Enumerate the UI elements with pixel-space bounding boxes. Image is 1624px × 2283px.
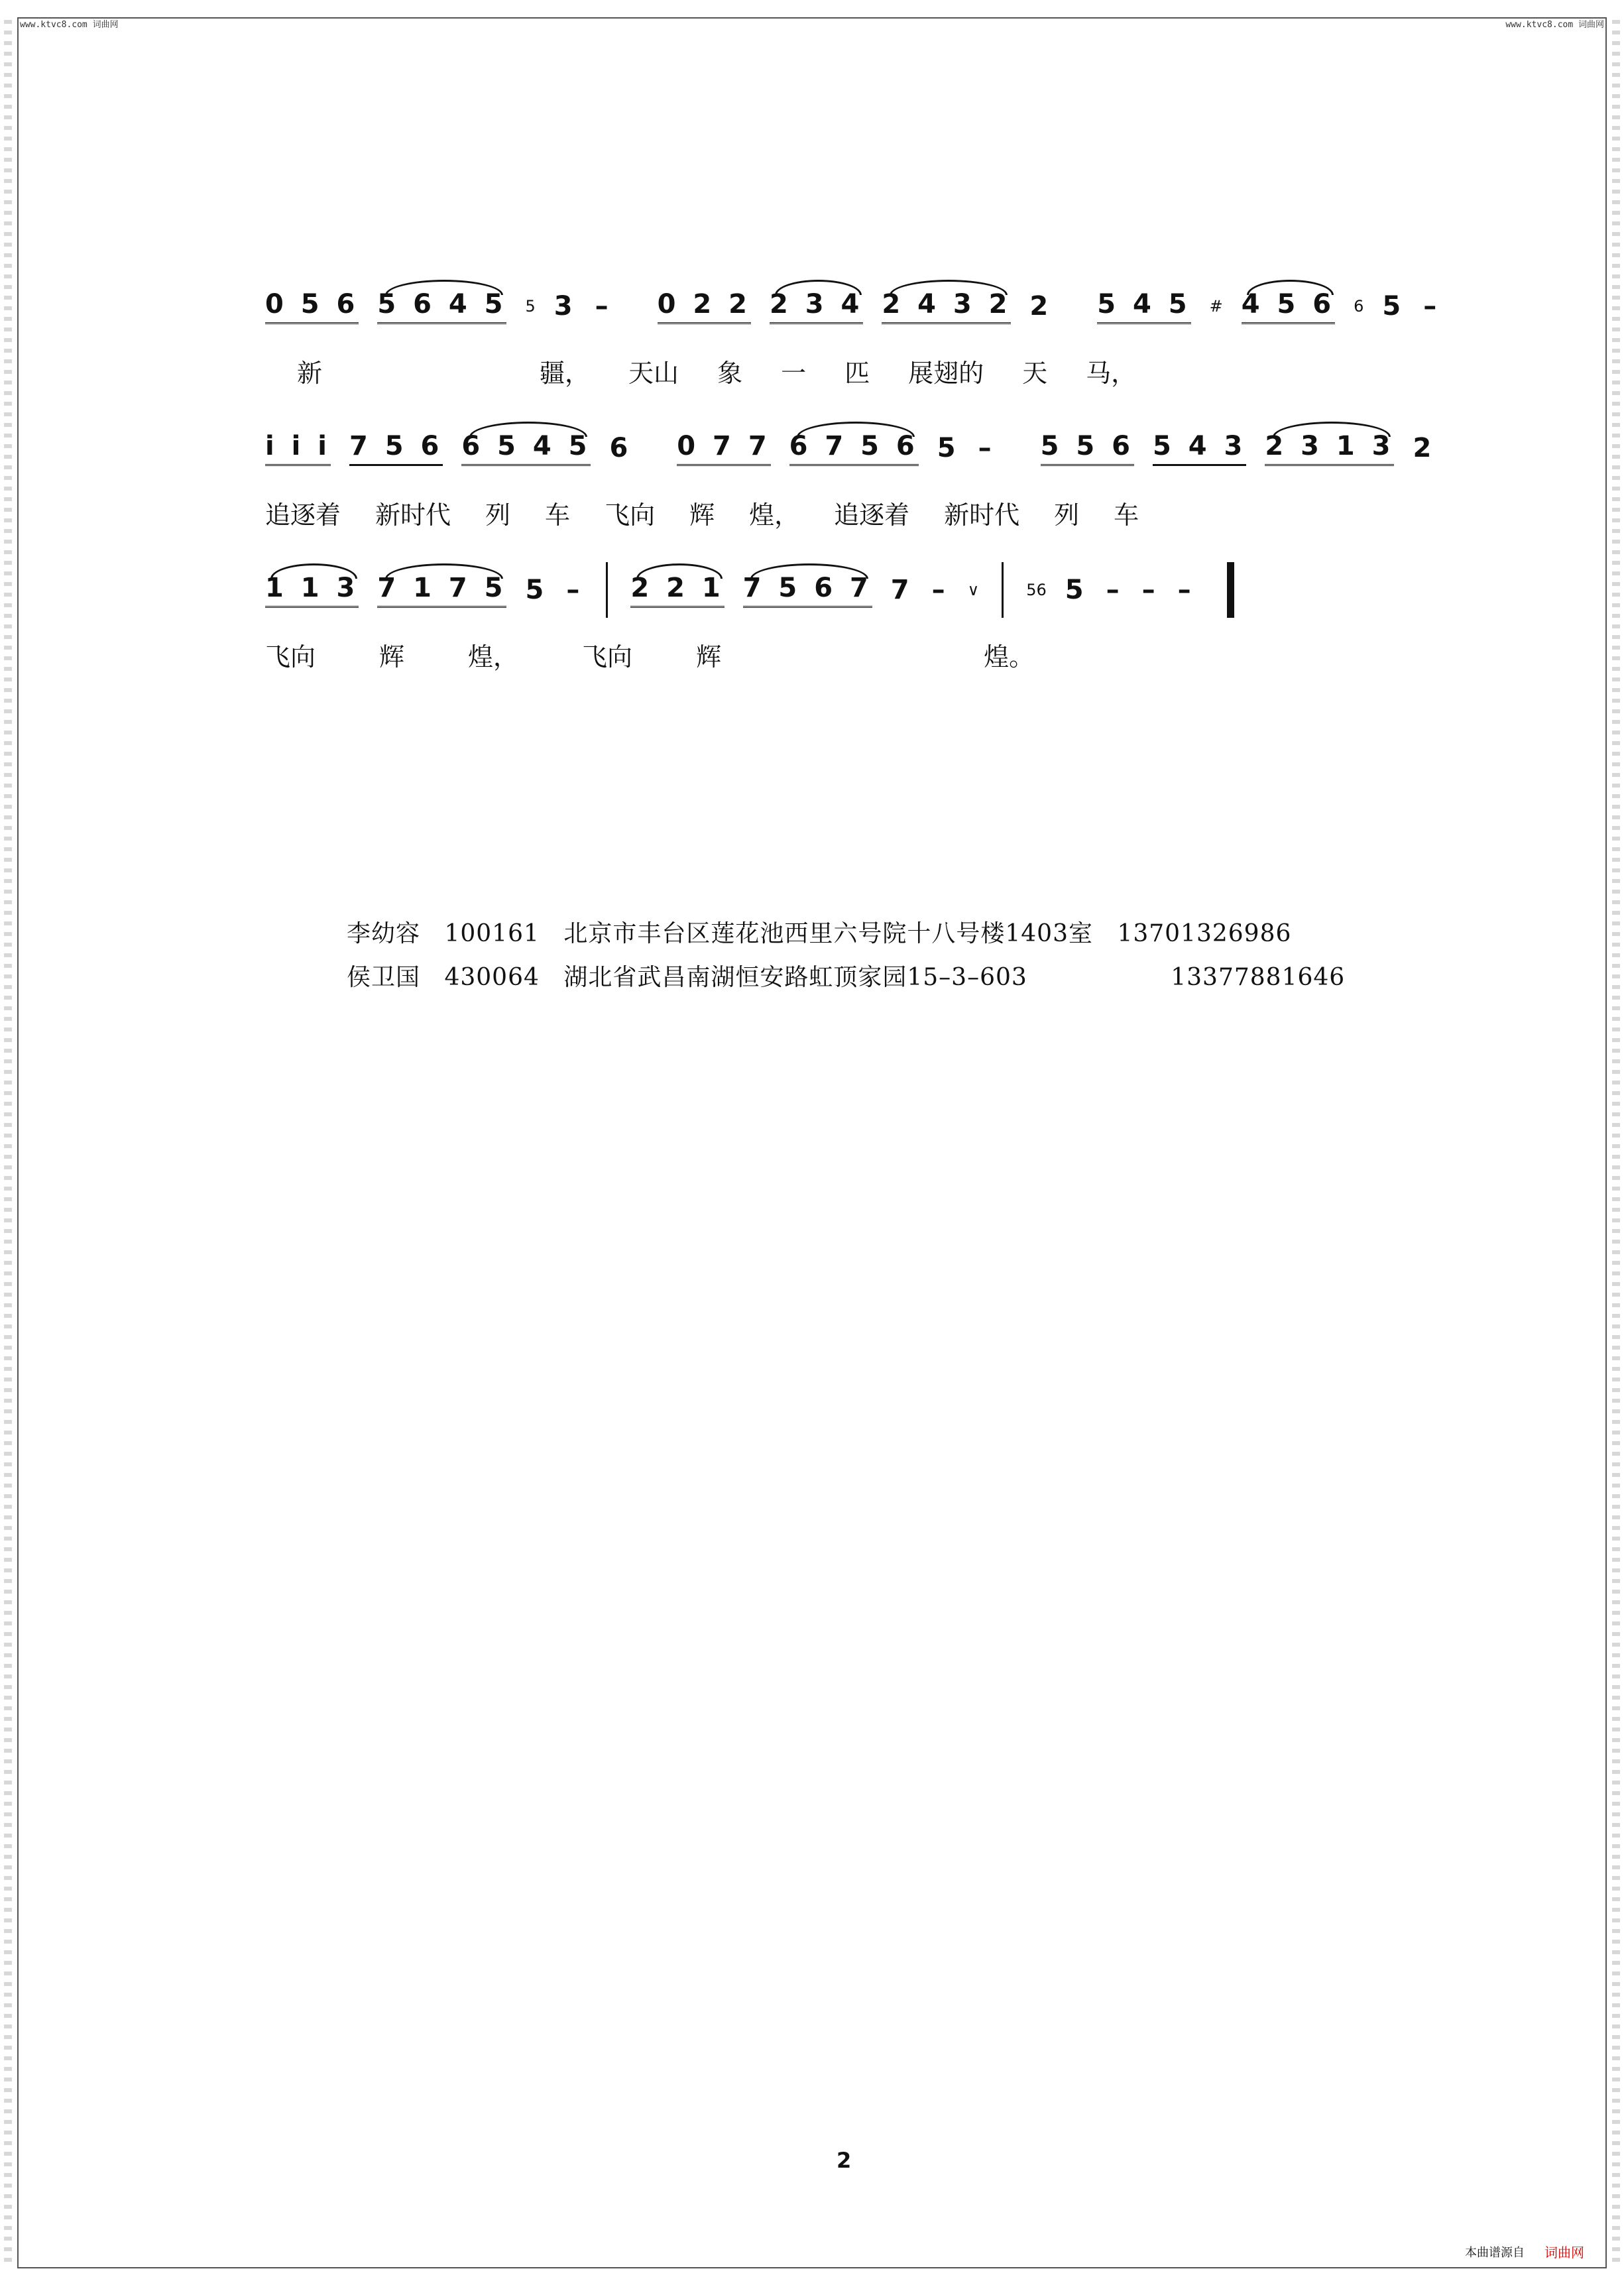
- note-group: 5 4 5: [1097, 289, 1190, 324]
- note: 2: [1413, 433, 1436, 463]
- lyric: 车: [1114, 500, 1139, 530]
- note-group: 1 1 3: [265, 573, 359, 608]
- note-group: 2 3 1 3: [1265, 431, 1394, 466]
- note-group: 2 2 1: [630, 573, 724, 608]
- credit-name: 李幼容: [347, 920, 421, 947]
- right-margin-watermark: [1612, 20, 1620, 2263]
- note-group: 7 1 7 5: [377, 573, 506, 608]
- lyric: 煌，: [468, 642, 519, 672]
- lyrics-line: [265, 636, 1034, 673]
- note-group: 5 6 4 5: [377, 289, 506, 324]
- lyric: 天山: [628, 359, 679, 388]
- credit-address: 北京市丰台区莲花池西里六号院十八号楼1403室: [563, 920, 1093, 947]
- fermata-note: 7: [890, 575, 913, 605]
- note-group: 2 4 3 2: [882, 289, 1011, 324]
- lyric: 车: [545, 500, 571, 530]
- dash: –: [595, 291, 612, 322]
- note: 2: [1029, 291, 1053, 322]
- lyric: 展翅的: [908, 359, 984, 388]
- grace-note: 6: [1354, 297, 1364, 316]
- lyric: 马，: [1086, 359, 1137, 388]
- note-group: 7 5 6 7: [743, 573, 872, 608]
- credit-name: 侯卫国: [347, 964, 421, 991]
- score-row: [265, 407, 1436, 530]
- note-group: 5 5 6: [1041, 431, 1134, 466]
- note-group: 7 5 6: [349, 431, 443, 466]
- credit-phone: 13701326986: [1117, 920, 1292, 947]
- credit-phone: 13377881646: [1171, 964, 1346, 991]
- note-group: 4 5 6: [1242, 289, 1335, 324]
- lyric: 一: [781, 359, 807, 388]
- lyrics-line: [265, 495, 1139, 531]
- credit-postcode: 100161: [444, 920, 540, 947]
- dash: –: [1177, 575, 1195, 605]
- lyric: 飞向: [605, 500, 656, 530]
- credit-line: [347, 915, 1307, 949]
- note-group: 0 2 2: [658, 289, 751, 324]
- note: 5: [1382, 291, 1405, 322]
- header-url-left: www.ktvc8.com 词曲网: [20, 20, 119, 30]
- lyric: 煌，: [749, 500, 800, 530]
- sharp-sign: #: [1209, 297, 1223, 316]
- note: 3: [553, 291, 577, 322]
- breath-mark: ∨: [967, 581, 980, 599]
- lyric: 追逐着: [265, 500, 341, 530]
- page-number: 2: [837, 2148, 852, 2173]
- note-group: 6 7 5 6: [789, 431, 919, 466]
- credit-address: 湖北省武昌南湖恒安路虹顶家园15–3–603: [563, 964, 1027, 991]
- note-group: 6 5 4 5: [461, 431, 591, 466]
- score-row: [265, 549, 1405, 672]
- footer-site-logo[interactable]: 词曲网: [1544, 2245, 1584, 2260]
- score-row: [265, 265, 1441, 388]
- note-group: i i i: [265, 431, 331, 466]
- note: 5: [937, 433, 960, 463]
- lyric: 辉: [379, 642, 405, 672]
- header-url-right: www.ktvc8.com 词曲网: [1505, 20, 1604, 30]
- lyric: 新: [297, 359, 323, 388]
- credit-postcode: 430064: [444, 964, 540, 991]
- lyric: 追逐着: [834, 500, 910, 530]
- dash: –: [566, 575, 584, 605]
- lyric: 天: [1022, 359, 1048, 388]
- note-group: 0 7 7: [677, 431, 770, 466]
- lyric: 煌。: [984, 642, 1035, 672]
- dash: –: [931, 575, 949, 605]
- lyric: 匹: [844, 359, 870, 388]
- lyric: 列: [485, 500, 511, 530]
- lyrics-line: [297, 353, 1136, 389]
- score-system: [265, 265, 1441, 672]
- grace-note: 5: [525, 297, 536, 316]
- lyric: 飞向: [582, 642, 633, 672]
- credit-line: [347, 959, 1361, 992]
- footer-source-label: 本曲谱源自: [1465, 2246, 1525, 2260]
- lyric: 新时代: [375, 500, 451, 530]
- grace-note: 56: [1026, 581, 1047, 599]
- lyric: 列: [1054, 500, 1080, 530]
- note: 5: [525, 575, 548, 605]
- lyric: 辉: [689, 500, 715, 530]
- note-group: 0 5 6: [265, 289, 359, 324]
- note-group: 5 4 3: [1153, 431, 1246, 466]
- lyric: 飞向: [265, 642, 316, 672]
- lyric: 辉: [696, 642, 722, 672]
- dash: –: [1106, 575, 1124, 605]
- barline: [606, 562, 608, 618]
- note: 6: [609, 433, 632, 463]
- left-margin-watermark: [4, 20, 12, 2263]
- lyric: 象: [717, 359, 743, 388]
- barline: [1002, 562, 1004, 618]
- dash: –: [1141, 575, 1159, 605]
- dash: –: [1423, 291, 1441, 322]
- fermata-note: 5: [1065, 575, 1088, 605]
- lyric: 新时代: [944, 500, 1020, 530]
- dash: –: [978, 433, 996, 463]
- final-barline: [1227, 562, 1234, 618]
- note-group: 2 3 4: [770, 289, 863, 324]
- lyric: 疆，: [540, 359, 591, 388]
